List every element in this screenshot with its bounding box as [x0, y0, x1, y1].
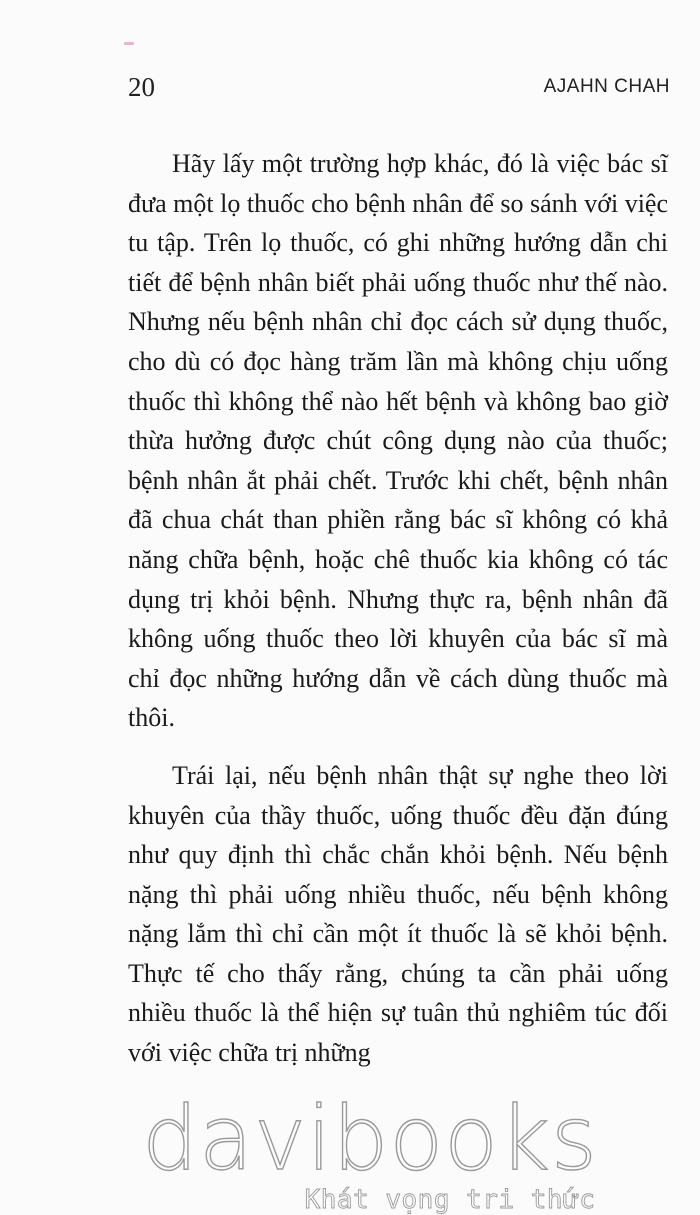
- publisher-watermark: [0, 1087, 700, 1215]
- page-number: 20: [128, 72, 155, 102]
- page-header: [128, 72, 670, 106]
- watermark-tagline: Khát vọng tri thức: [304, 1185, 596, 1215]
- running-head-author: AJAHN CHAH: [543, 76, 670, 97]
- watermark-brand: davibooks: [142, 1087, 598, 1190]
- body-text: [128, 144, 668, 1091]
- print-mark: [124, 42, 134, 45]
- paragraph-2: Trái lại, nếu bệnh nhân thật sự nghe theo lời khuyên của thầy thuốc, uống thuốc đều đặn đúng như quy định thì chắc chắn khỏi bệnh. Nếu bệnh nặng thì phải uống nhiều thuốc, nếu bệnh không nặng lắm thì chỉ cần một ít thuốc là sẽ khỏi bệnh. Thực tế cho thấy rằng, chúng ta cần phải uống nhiều thuốc là thể hiện sự tuân thủ nghiêm túc đối với việc chữa trị những: [128, 760, 668, 1068]
- paragraph-1: Hãy lấy một trường hợp khác, đó là việc bác sĩ đưa một lọ thuốc cho bệnh nhân để so sánh với việc tu tập. Trên lọ thuốc, có ghi những hướng dẫn chi tiết để bệnh nhân biết phải uống thuốc như thế nào. Nhưng nếu bệnh nhân chỉ đọc cách sử dụng thuốc, cho dù có đọc hàng trăm lần mà không chịu uống thuốc thì không thể nào hết bệnh và không bao giờ thừa hưởng được chút công dụng nào của thuốc; bệnh nhân ắt phải chết. Trước khi chết, bệnh nhân đã chua chát than phiền rằng bác sĩ không có khả năng chữa bệnh, hoặc chê thuốc kia không có tác dụng trị khỏi bệnh. Nhưng thực ra, bệnh nhân đã không uống thuốc theo lời khuyên của bác sĩ mà chỉ đọc những hướng dẫn về cách dùng thuốc mà thôi.: [128, 149, 668, 733]
